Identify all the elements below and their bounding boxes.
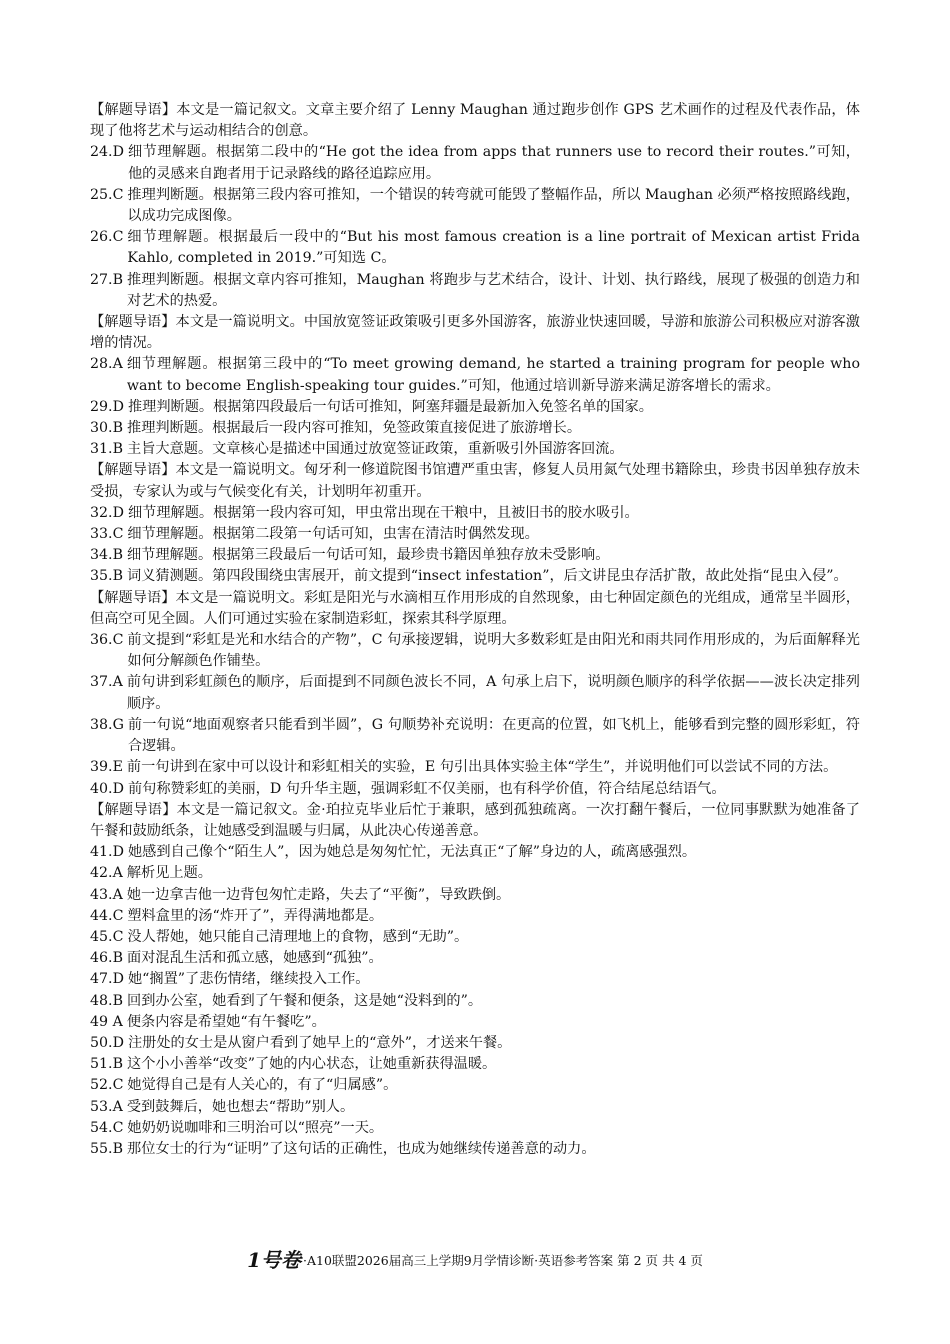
answer-explanation: 她奶奶说咖啡和三明治可以“照亮”一天。 — [127, 1119, 384, 1136]
answer-number: 45.C — [90, 928, 124, 945]
answer-explanation: 前句讲到彩虹颜色的顺序，后面提到不同颜色波长不同，A 句承上启下，说明颜色顺序的科学依据——波长决定排列顺序。 — [126, 674, 860, 712]
answer-item — [90, 566, 860, 587]
answer-item — [90, 630, 860, 672]
answer-item — [90, 227, 860, 269]
answer-number: 31.B — [90, 441, 123, 458]
answer-item — [90, 185, 860, 227]
answer-item — [90, 524, 860, 545]
answer-item — [90, 991, 860, 1012]
answer-number: 47.D — [90, 971, 124, 988]
answer-number: 24.D — [90, 144, 124, 161]
answer-number: 46.B — [90, 950, 123, 967]
answer-number: 30.B — [90, 420, 123, 437]
answer-item — [90, 503, 860, 524]
answer-item — [90, 1118, 860, 1139]
answer-number: 48.B — [90, 992, 123, 1009]
passage-guide: 【解题导语】本文是一篇说明文。匈牙利一修道院图书馆遭严重虫害，修复人员用氮气处理书籍除虫，珍贵书因单独存放未受损，专家认为或与气候变化有关，计划明年初重开。 — [90, 462, 860, 500]
answer-explanation: 细节理解题。根据第一段内容可知，甲虫常出现在干粮中，且被旧书的胶水吸引。 — [127, 504, 639, 521]
answer-item — [90, 906, 860, 927]
footer-text: ·A10联盟2026届高三上学期9月学情诊断·英语参考答案 第 2 页 共 4 页 — [303, 1253, 703, 1268]
answer-item — [90, 1139, 860, 1160]
answer-explanation: 这个小小善举“改变”了她的内心状态，让她重新获得温暖。 — [127, 1056, 497, 1073]
answer-item — [90, 1012, 860, 1033]
answer-key-content — [90, 100, 860, 1160]
answer-explanation: 没人帮她，她只能自己清理地上的食物，感到“无助”。 — [127, 928, 469, 945]
answer-item — [90, 1033, 860, 1054]
answer-explanation: 那位女士的行为“证明”了这句话的正确性，也成为她继续传递善意的动力。 — [127, 1140, 596, 1157]
answer-explanation: 推理判断题。根据最后一段内容可推知，免签政策直接促进了旅游增长。 — [127, 420, 582, 437]
answer-number: 44.C — [90, 907, 124, 924]
answer-explanation: 推理判断题。根据第四段最后一句话可推知，阿塞拜疆是最新加入免签名单的国家。 — [127, 398, 653, 415]
answer-number: 42.A — [90, 865, 123, 882]
answer-number: 55.B — [90, 1140, 123, 1157]
answer-explanation: 细节理解题。根据第三段最后一句话可知，最珍贵书籍因单独存放未受影响。 — [127, 547, 610, 564]
answer-number: 36.C — [90, 632, 124, 649]
answer-explanation: 词义猜测题。第四段围绕虫害展开，前文提到“insect infestation”，后文讲昆虫存活扩散，故此处指“昆虫入侵”。 — [127, 568, 848, 585]
answer-number: 43.A — [90, 886, 123, 903]
publisher-logo: 1号卷 — [247, 1248, 301, 1272]
answer-explanation: 细节理解题。根据第二段中的“He got the idea from apps that runners use to record their routes.”可知，他的灵感来自跑者用于记录路线的路径追踪应用。 — [127, 144, 860, 182]
answer-explanation: 她一边拿吉他一边背包匆忙走路，失去了“平衡”，导致跌倒。 — [126, 886, 511, 903]
answer-item — [90, 439, 860, 460]
passage-guide: 【解题导语】本文是一篇说明文。中国放宽签证政策吸引更多外国游客，旅游业快速回暖，导游和旅游公司积极应对游客激增的情况。 — [90, 314, 860, 352]
page-footer — [0, 1250, 950, 1271]
answer-number: 32.D — [90, 504, 124, 521]
answer-explanation: 塑料盒里的汤“炸开了”，弄得满地都是。 — [127, 907, 384, 924]
answer-number: 26.C — [90, 229, 124, 246]
answer-number: 52.C — [90, 1077, 124, 1094]
answer-explanation: 前一句说“地面观察者只能看到半圆”，G 句顺势补充说明：在更高的位置，如飞机上，能够看到完整的圆形彩虹，符合逻辑。 — [127, 716, 860, 755]
answer-explanation: 细节理解题。根据最后一段中的“But his most famous creation is a line portrait of Mexican artist Frida Kahlo, completed in 2019.”可知选 C。 — [127, 229, 860, 267]
answer-explanation: 前一句讲到在家中可以设计和彩虹相关的实验，E 句引出具体实验主体“学生”，并说明他们可以尝试不同的方法。 — [126, 759, 838, 776]
answer-number: 37.A — [90, 674, 123, 691]
answer-explanation: 回到办公室，她看到了午餐和便条，这是她“没料到的”。 — [127, 992, 483, 1009]
answer-explanation: 她觉得自己是有人关心的，有了“归属感”。 — [127, 1077, 398, 1094]
answer-item — [90, 757, 860, 778]
answer-explanation: 受到鼓舞后，她也想去“帮助”别人。 — [126, 1098, 355, 1115]
answer-number: 38.G — [90, 716, 124, 733]
answer-number: 51.B — [90, 1056, 123, 1073]
answer-explanation: 面对混乱生活和孤立感，她感到“孤独”。 — [127, 950, 383, 967]
answer-explanation: 解析见上题。 — [126, 865, 212, 882]
answer-explanation: 细节理解题。根据第三段中的“To meet growing demand, he started a training program for people who want to become English-speaking tour guides.”可知，他通过培训新导游来满足游客增长的需求。 — [126, 356, 860, 394]
answer-item — [90, 863, 860, 884]
passage-guide: 【解题导语】本文是一篇说明文。彩虹是阳光与水滴相互作用形成的自然现象，由七种固定颜色的光组成，通常呈半圆形，但高空可见全圆。人们可通过实验在家制造彩虹，探索其科学原理。 — [90, 589, 860, 627]
answer-explanation: 便条内容是希望她“有午餐吃”。 — [126, 1013, 326, 1030]
answer-explanation: 注册处的女士是从窗户看到了她早上的“意外”，才送来午餐。 — [127, 1034, 512, 1051]
answer-number: 39.E — [90, 759, 123, 776]
answer-item — [90, 885, 860, 906]
answer-number: 50.D — [90, 1034, 124, 1051]
answer-item — [90, 842, 860, 863]
answer-number: 41.D — [90, 844, 124, 861]
answer-number: 35.B — [90, 568, 123, 585]
answer-item — [90, 397, 860, 418]
answer-number: 54.C — [90, 1119, 124, 1136]
answer-explanation: 推理判断题。根据第三段内容可推知，一个错误的转弯就可能毁了整幅作品，所以 Maughan 必须严格按照路线跑，以成功完成图像。 — [127, 186, 860, 225]
answer-explanation: 细节理解题。根据第二段第一句话可知，虫害在清洁时偶然发现。 — [127, 526, 539, 543]
answer-item — [90, 969, 860, 990]
answer-item — [90, 948, 860, 969]
answer-item — [90, 779, 860, 800]
answer-item — [90, 672, 860, 714]
answer-item — [90, 142, 860, 184]
answer-number: 40.D — [90, 780, 124, 797]
answer-item — [90, 927, 860, 948]
passage-guide: 【解题导语】本文是一篇记叙文。金·珀拉克毕业后忙于兼职，感到孤独疏离。一次打翻午餐后，一位同事默默为她准备了午餐和鼓励纸条，让她感受到温暖与归属，从此决心传递善意。 — [90, 801, 860, 839]
answer-explanation: 推理判断题。根据文章内容可推知，Maughan 将跑步与艺术结合，设计、计划、执行路线，展现了极强的创造力和对艺术的热爱。 — [127, 271, 860, 309]
answer-item — [90, 354, 860, 396]
answer-number: 34.B — [90, 547, 123, 564]
answer-item — [90, 715, 860, 757]
answer-item — [90, 545, 860, 566]
answer-item — [90, 1054, 860, 1075]
answer-item — [90, 1075, 860, 1096]
answer-number: 53.A — [90, 1098, 123, 1115]
answer-explanation: 她“搁置”了悲伤情绪，继续投入工作。 — [127, 971, 370, 988]
answer-number: 29.D — [90, 398, 124, 415]
answer-explanation: 主旨大意题。文章核心是描述中国通过放宽签证政策，重新吸引外国游客回流。 — [127, 441, 624, 458]
answer-explanation: 前句称赞彩虹的美丽，D 句升华主题，强调彩虹不仅美丽，也有科学价值，符合结尾总结语气。 — [127, 780, 726, 797]
answer-item — [90, 418, 860, 439]
passage-guide: 【解题导语】本文是一篇记叙文。文章主要介绍了 Lenny Maughan 通过跑步创作 GPS 艺术画作的过程及代表作品，体现了他将艺术与运动相结合的创意。 — [90, 102, 860, 140]
answer-number: 27.B — [90, 271, 123, 288]
answer-explanation: 前文提到“彩虹是光和水结合的产物”，C 句承接逻辑，说明大多数彩虹是由阳光和雨共同作用形成的，为后面解释光如何分解颜色作铺垫。 — [127, 632, 860, 670]
answer-explanation: 她感到自己像个“陌生人”，因为她总是匆匆忙忙，无法真正“了解”身边的人，疏离感强烈。 — [127, 844, 697, 861]
answer-number: 33.C — [90, 526, 124, 543]
answer-item — [90, 270, 860, 312]
answer-number: 25.C — [90, 186, 124, 203]
answer-item — [90, 1097, 860, 1118]
answer-number: 49 A — [90, 1013, 123, 1030]
answer-number: 28.A — [90, 356, 123, 373]
